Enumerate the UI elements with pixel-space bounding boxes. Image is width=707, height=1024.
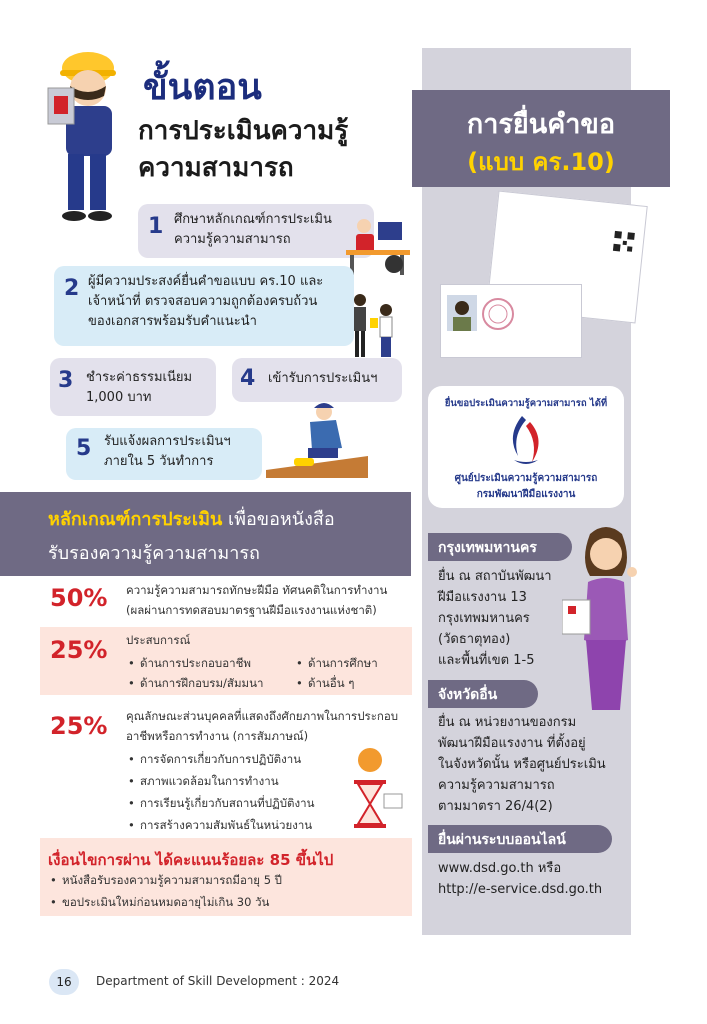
- dsd-website-link[interactable]: www.dsd.go.th หรือ: [438, 861, 562, 876]
- page-subtitle-line2: ความสามารถ: [138, 153, 294, 183]
- technician-illustration: [266, 398, 368, 478]
- step-number: 2: [64, 276, 80, 301]
- criteria-heading-highlight: หลักเกณฑ์การประเมิน: [48, 509, 223, 530]
- step-number: 1: [148, 214, 164, 239]
- criterion-bullet: • ด้านการฝึกอบรม/สัมมนา: [128, 675, 263, 693]
- step-text: รับแจ้งผลการประเมินฯ ภายใน 5 วันทำการ: [104, 434, 231, 469]
- request-subtitle: (แบบ คร.10): [467, 148, 615, 176]
- criterion-bullet: • การจัดการเกี่ยวกับการปฏิบัติงาน: [128, 751, 301, 769]
- online-text: [438, 858, 602, 900]
- dsd-card-center-name: ศูนย์ประเมินความรู้ความสามารถ: [454, 473, 598, 484]
- dsd-logo-icon: [502, 412, 550, 468]
- page-number: 16: [49, 969, 79, 995]
- criteria-heading-line2: รับรองความรู้ความสามารถ: [48, 543, 260, 564]
- dsd-card-department-name: กรมพัฒนาฝีมือแรงงาน: [476, 489, 576, 500]
- footer-text: Department of Skill Development : 2024: [96, 974, 340, 988]
- step-text: ชำระค่าธรรมเนียม 1,000 บาท: [86, 370, 193, 405]
- criterion-bullet: • การเรียนรู้เกี่ยวกับสถานที่ปฏิบัติงาน: [128, 795, 314, 813]
- step-2-box: [54, 266, 354, 346]
- criterion-percent: 50%: [50, 584, 108, 612]
- provinces-heading: จังหวัดอื่น: [428, 680, 538, 708]
- criterion-bullet: • ด้านการศึกษา: [296, 655, 378, 673]
- provinces-text: ยื่น ณ หน่วยงานของกรม พัฒนาฝีมือแรงงาน ที่ตั้งอยู่ ในจังหวัดนั้น หรือศูนย์ประเมิน ความรู้ความสามารถ ตามมาตรา 26/4(2): [438, 715, 606, 814]
- id-card-document: [440, 284, 582, 358]
- step-5-box: [66, 428, 262, 480]
- step-number: 4: [240, 366, 256, 391]
- criterion-text: ความรู้ความสามารถทักษะฝีมือ ทัศนคติในการทำงาน (ผลผ่านการทดสอบมาตรฐานฝีมือแรงงานแห่งชาติ): [126, 583, 388, 617]
- criterion-percent: 25%: [50, 712, 108, 740]
- bangkok-text: ยื่น ณ สถาบันพัฒนา ฝีมือแรงงาน 13 กรุงเทพมหานคร (วัดธาตุทอง) และพื้นที่เขต 1-5: [438, 569, 552, 668]
- request-title: การยื่นคำขอ: [466, 109, 616, 140]
- office-desk-illustration: [342, 212, 414, 278]
- criterion-bullet: • สภาพแวดล้อมในการทำงาน: [128, 773, 279, 791]
- step-number: 3: [58, 368, 74, 393]
- condition-title: เงื่อนไขการผ่าน ได้คะแนนร้อยละ 85 ขึ้นไป: [48, 851, 334, 869]
- online-heading: ยื่นผ่านระบบออนไลน์: [428, 825, 612, 853]
- id-photo: [447, 295, 477, 331]
- official-seal-icon: [481, 297, 515, 331]
- bangkok-heading: กรุงเทพมหานคร: [428, 533, 572, 561]
- eservice-link[interactable]: http://e-service.dsd.go.th: [438, 882, 603, 897]
- criteria-heading-rest: เพื่อขอหนังสือ: [222, 509, 335, 530]
- page-title: ขั้นตอน: [143, 67, 262, 108]
- request-header: [412, 90, 670, 187]
- criterion-bullet: • ด้านอื่น ๆ: [296, 675, 354, 693]
- condition-bullet: • หนังสือรับรองความรู้ความสามารถมีอายุ 5 ปี: [50, 872, 282, 890]
- step-3-box: [50, 358, 216, 416]
- step-text: เข้ารับการประเมินฯ: [268, 371, 378, 386]
- consultation-illustration: [346, 290, 402, 362]
- woman-illustration: [562, 520, 652, 720]
- criterion-text: คุณลักษณะส่วนบุคคลที่แสดงถึงศักยภาพในการประกอบ อาชีพหรือการทำงาน (การสัมภาษณ์): [126, 709, 399, 743]
- step-4-box: [232, 358, 402, 402]
- hourglass-illustration: [340, 742, 406, 832]
- criterion-bullet: • การสร้างความสัมพันธ์ในหน่วยงาน: [128, 817, 312, 835]
- qr-code-icon: [612, 230, 636, 254]
- page-subtitle-line1: การประเมินความรู้: [138, 116, 349, 146]
- worker-illustration: [38, 40, 138, 225]
- condition-bullet: • ขอประเมินใหม่ก่อนหมดอายุไม่เกิน 30 วัน: [50, 894, 269, 912]
- criterion-bullet: • ด้านการประกอบอาชีพ: [128, 655, 251, 673]
- criteria-heading: [0, 492, 411, 576]
- criterion-text: ประสบการณ์: [126, 633, 191, 647]
- criterion-percent: 25%: [50, 636, 108, 664]
- step-number: 5: [76, 436, 92, 461]
- step-text: ศึกษาหลักเกณฑ์การประเมิน ความรู้ความสามารถ: [174, 212, 332, 247]
- dsd-card-heading: ยื่นขอประเมินความรู้ความสามารถ ได้ที่: [444, 398, 608, 409]
- step-1-box: [138, 204, 374, 258]
- step-text: ผู้มีความประสงค์ยื่นคำขอแบบ คร.10 และ เจ้าหน้าที่ ตรวจสอบความถูกต้องครบถ้วน ของเอกสารพร้อมรับคำแนะนำ: [88, 274, 324, 329]
